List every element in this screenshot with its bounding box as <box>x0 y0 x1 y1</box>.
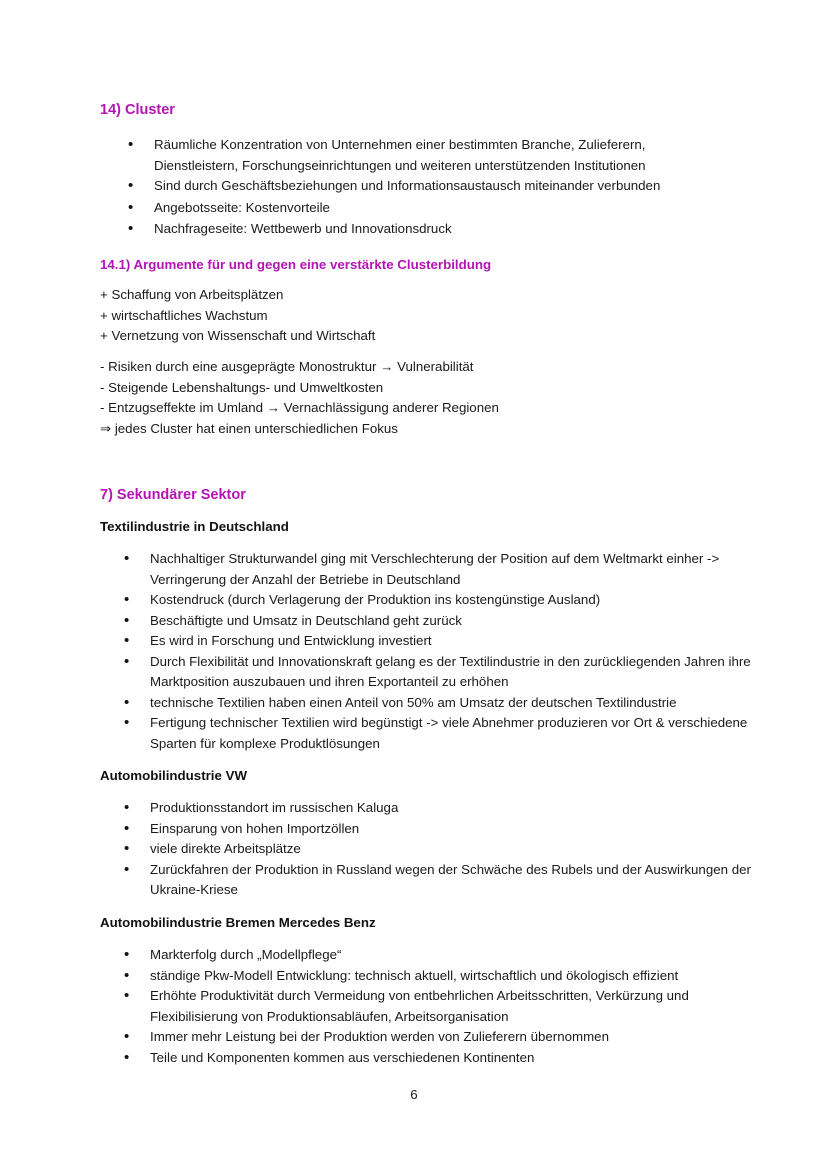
list-item: + Vernetzung von Wissenschaft und Wirtschaft <box>100 328 376 343</box>
list-item: ⇒ jedes Cluster hat einen unterschiedlichen Fokus <box>100 420 398 436</box>
list-item: + wirtschaftliches Wachstum <box>100 307 268 323</box>
list-item: • Beschäftigte und Umsatz in Deutschland geht zurück <box>150 611 760 632</box>
list-item: • Nachfrageseite: Wettbewerb und Innovationsdruck <box>154 219 754 240</box>
list-item: • technische Textilien haben einen Anteil von 50% am Umsatz der deutschen Textilindustrie <box>150 693 760 714</box>
list-item: • Angebotsseite: Kostenvorteile <box>154 198 754 219</box>
textil-bullet-list <box>150 549 760 754</box>
section-14-1-title: 14.1) Argumente für und gegen eine verstärkte Clusterbildung <box>100 257 492 272</box>
list-item: • Markterfolg durch „Modellpflege“ <box>150 945 760 966</box>
textil-heading: Textilindustrie in Deutschland <box>100 519 289 534</box>
list-item: • Einsparung von hohen Importzöllen <box>150 819 760 840</box>
list-item: - Entzugseffekte im Umland → Vernachlässigung anderer Regionen <box>100 400 499 415</box>
page-number: 6 <box>410 1087 418 1102</box>
list-item: • Räumliche Konzentration von Unternehmen einer bestimmten Branche, Zulieferern, Dienstleistern, Forschungseinrichtungen und weiteren unterstützenden Institutionen <box>154 135 714 176</box>
list-item: • Es wird in Forschung und Entwicklung investiert <box>150 631 760 652</box>
section-14-title: 14) Cluster <box>100 102 175 118</box>
vw-heading: Automobilindustrie VW <box>100 768 247 783</box>
list-item: • Sind durch Geschäftsbeziehungen und Informationsaustausch miteinander verbunden <box>154 176 754 197</box>
vw-bullet-list <box>150 798 760 901</box>
cons-list <box>100 357 760 439</box>
list-item: • Zurückfahren der Produktion in Russland wegen der Schwäche des Rubels und der Auswirkungen der Ukraine-Kriese <box>150 860 760 901</box>
mercedes-bullet-list <box>150 945 760 1068</box>
list-item: • Kostendruck (durch Verlagerung der Produktion ins kostengünstige Ausland) <box>150 590 760 611</box>
list-item: + Schaffung von Arbeitsplätzen <box>100 287 284 302</box>
list-item: • Produktionsstandort im russischen Kaluga <box>150 798 760 819</box>
list-item: • Teile und Komponenten kommen aus verschiedenen Kontinenten <box>150 1048 760 1069</box>
list-item: - Risiken durch eine ausgeprägte Monostruktur → Vulnerabilität <box>100 359 474 374</box>
list-item: - Steigende Lebenshaltungs- und Umweltkosten <box>100 379 384 395</box>
list-item: • Fertigung technischer Textilien wird begünstigt -> viele Abnehmer produzieren vor Ort & verschiedene Sparten für komplexe Produktlösungen <box>150 713 760 754</box>
list-item: • Durch Flexibilität und Innovationskraft gelang es der Textilindustrie in den zurückliegenden Jahren ihre Marktposition auszubauen und ihren Exportanteil zu erhöhen <box>150 652 760 693</box>
section-7-title: 7) Sekundärer Sektor <box>100 487 246 503</box>
list-item: • Nachhaltiger Strukturwandel ging mit Verschlechterung der Position auf dem Weltmarkt einher -> Verringerung der Anzahl der Betriebe in Deutschland <box>150 549 760 590</box>
pros-list <box>100 285 760 347</box>
cluster-bullet-list <box>154 135 754 240</box>
list-item: • ständige Pkw-Modell Entwicklung: technisch aktuell, wirtschaftlich und ökologisch effizient <box>150 966 760 987</box>
list-item: • Erhöhte Produktivität durch Vermeidung von entbehrlichen Arbeitsschritten, Verkürzung und Flexibilisierung von Produktionsabläufen, Arbeitsorganisation <box>150 986 760 1027</box>
list-item: • viele direkte Arbeitsplätze <box>150 839 760 860</box>
list-item: • Immer mehr Leistung bei der Produktion werden von Zulieferern übernommen <box>150 1027 760 1048</box>
mercedes-heading: Automobilindustrie Bremen Mercedes Benz <box>100 915 376 930</box>
